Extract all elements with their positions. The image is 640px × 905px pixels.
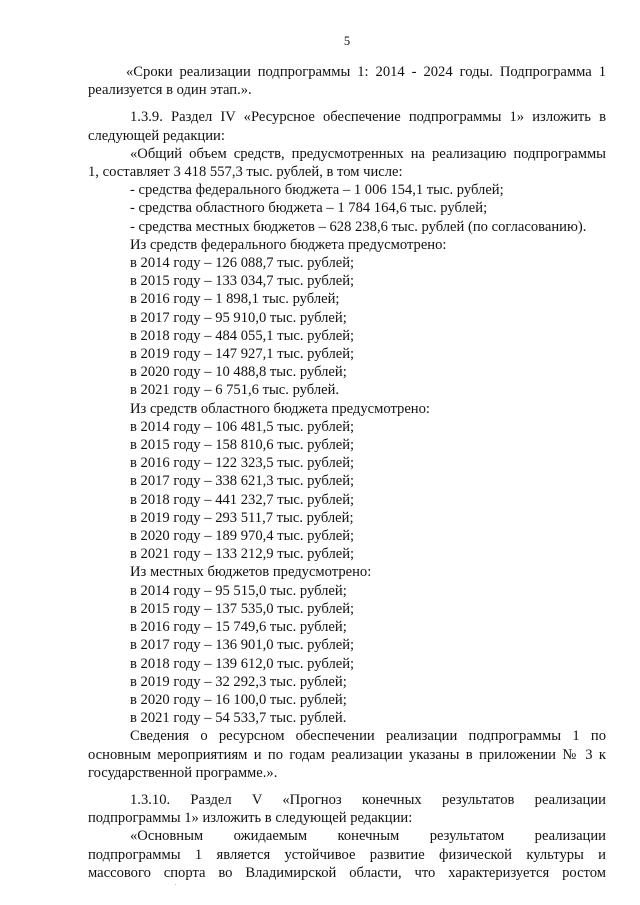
year-amount-line: в 2021 году – 54 533,7 тыс. рублей. (130, 710, 347, 727)
year-amount-line: в 2014 году – 126 088,7 тыс. рублей; (130, 255, 355, 272)
funding-sources-list (88, 181, 606, 236)
funding-source-item: - средства областного бюджета – 1 784 164,6 тыс. рублей; (130, 200, 488, 217)
year-amount-line: в 2018 году – 441 232,7 тыс. рублей; (130, 491, 355, 508)
paragraph-line: 1, составляет 3 418 557,3 тыс. рублей, в том числе: (88, 164, 403, 181)
year-amount-line: в 2016 году – 122 323,5 тыс. рублей; (130, 455, 355, 472)
year-amount-line: в 2019 году – 32 292,3 тыс. рублей; (130, 673, 347, 690)
paragraph-line: массового спорта во Владимирской области, что характеризуется ростом (88, 864, 606, 881)
total-funding-paragraph (88, 145, 606, 181)
paragraph-line: государственной программе.». (88, 764, 278, 781)
year-amount-line: в 2019 году – 293 511,7 тыс. рублей; (130, 509, 354, 526)
section-1310-paragraph (88, 791, 606, 827)
federal-budget-section (88, 236, 606, 400)
year-amount-line: в 2016 году – 15 749,6 тыс. рублей; (130, 619, 347, 636)
regional-budget-section (88, 400, 606, 564)
year-amount-line: в 2014 году – 106 481,5 тыс. рублей; (130, 418, 355, 435)
schedule-paragraph (88, 63, 606, 99)
year-amount-line: в 2017 году – 338 621,3 тыс. рублей; (130, 473, 355, 490)
local-budget-section (88, 563, 606, 727)
year-amount-line: в 2020 году – 189 970,4 тыс. рублей; (130, 528, 355, 545)
paragraph-line: «Основным ожидаемым конечным результатом реализации (130, 828, 606, 845)
year-amount-line: в 2017 году – 95 910,0 тыс. рублей; (130, 309, 347, 326)
year-amount-line: в 2015 году – 137 535,0 тыс. рублей; (130, 600, 355, 617)
page-number: 5 (343, 34, 351, 48)
paragraph-line: 1.3.9. Раздел IV «Ресурсное обеспечение подпрограммы 1» изложить в (130, 109, 606, 126)
year-amount-line: в 2020 году – 10 488,8 тыс. рублей; (130, 364, 347, 381)
paragraph-line: реализуется в один этап.». (88, 82, 252, 99)
year-amount-line: в 2016 году – 1 898,1 тыс. рублей; (130, 291, 340, 308)
paragraph-line: 1.3.10. Раздел V «Прогноз конечных результатов реализации (130, 791, 606, 808)
scan-speck (175, 884, 176, 885)
section-heading: Из средств областного бюджета предусмотрено: (130, 400, 430, 417)
year-amount-line: в 2018 году – 484 055,1 тыс. рублей; (130, 327, 355, 344)
year-amount-line: в 2017 году – 136 901,0 тыс. рублей; (130, 637, 355, 654)
section-139-paragraph (88, 108, 606, 144)
year-amount-line: в 2021 году – 133 212,9 тыс. рублей; (130, 546, 355, 563)
year-amount-line: в 2018 году – 139 612,0 тыс. рублей; (130, 655, 355, 672)
year-amount-line: в 2014 году – 95 515,0 тыс. рублей; (130, 582, 347, 599)
paragraph-line: следующей редакции: (88, 127, 225, 144)
funding-source-item: - средства местных бюджетов – 628 238,6 тыс. рублей (по согласованию). (130, 218, 587, 235)
funding-source-item: - средства федерального бюджета – 1 006 154,1 тыс. рублей; (130, 182, 504, 199)
year-amount-line: в 2021 году – 6 751,6 тыс. рублей. (130, 382, 340, 399)
year-amount-line: в 2015 году – 158 810,6 тыс. рублей; (130, 437, 355, 454)
year-amount-line: в 2019 году – 147 927,1 тыс. рублей; (130, 346, 355, 363)
paragraph-line: подпрограммы 1 является устойчивое развитие физической культуры и (88, 846, 606, 863)
year-amount-line: в 2015 году – 133 034,7 тыс. рублей; (130, 273, 355, 290)
year-amount-line: в 2020 году – 16 100,0 тыс. рублей; (130, 691, 347, 708)
paragraph-line: Сведения о ресурсном обеспечении реализации подпрограммы 1 по (130, 728, 606, 745)
resource-info-paragraph (88, 727, 606, 782)
paragraph-line: подпрограммы 1» изложить в следующей редакции: (88, 810, 413, 827)
expected-results-paragraph (88, 827, 606, 882)
paragraph-line: «Сроки реализации подпрограммы 1: 2014 - 2024 годы. Подпрограмма 1 (126, 64, 606, 80)
paragraph-line: «Общий объем средств, предусмотренных на реализацию подпрограммы (130, 145, 606, 162)
section-heading: Из средств федерального бюджета предусмотрено: (130, 236, 447, 253)
paragraph-line: основным мероприятиям и по годам реализации указаны в приложении № 3 к (88, 746, 606, 763)
section-heading: Из местных бюджетов предусмотрено: (130, 564, 372, 581)
